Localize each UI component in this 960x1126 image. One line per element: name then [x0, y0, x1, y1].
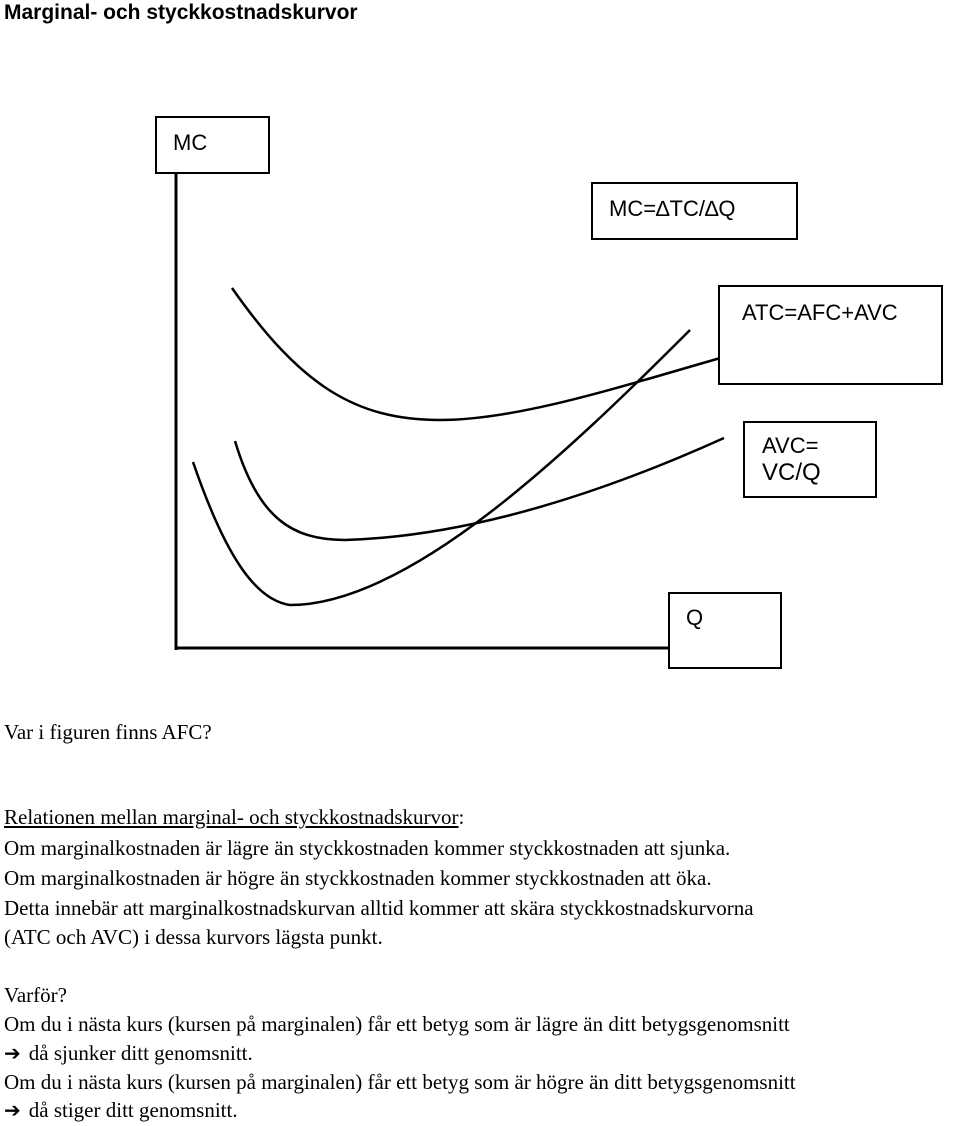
mc-definition-text: MC=∆TC/∆Q	[609, 196, 736, 221]
relation-line: Om marginalkostnaden är lägre än styckkostnaden kommer styckkostnaden att sjunka.	[4, 836, 731, 860]
avc-definition-line2: VC/Q	[762, 459, 821, 486]
atc-definition-label	[718, 285, 943, 385]
why-line	[4, 1038, 253, 1068]
mc-label-text: MC	[173, 130, 208, 155]
why-line	[4, 1095, 238, 1125]
atc-definition-text: ATC=AFC+AVC	[742, 300, 898, 325]
why-heading: Varför?	[4, 983, 67, 1007]
afc-question: Var i figuren finns AFC?	[4, 720, 212, 744]
relation-heading-text: Relationen mellan marginal- och styckkostnadskurvor	[4, 805, 459, 829]
q-axis-label	[668, 592, 782, 669]
avc-definition-line1: AVC=	[762, 433, 819, 458]
why-line-text: då sjunker ditt genomsnitt.	[28, 1041, 253, 1065]
why-line: Om du i nästa kurs (kursen på marginalen) får ett betyg som är lägre än ditt betygsgenomsnitt	[4, 1012, 790, 1036]
mc-definition-label	[591, 182, 798, 240]
q-label-text: Q	[686, 605, 704, 630]
relation-line: Om marginalkostnaden är högre än styckkostnaden kommer styckkostnaden att öka.	[4, 866, 712, 890]
mc-curve	[193, 330, 690, 605]
atc-curve	[232, 288, 724, 420]
right-arrow-icon: ➔	[4, 1098, 21, 1122]
mc-axis-label	[155, 116, 270, 174]
page-title: Marginal- och styckkostnadskurvor	[4, 1, 358, 24]
relation-line: (ATC och AVC) i dessa kurvors lägsta punkt.	[4, 925, 383, 949]
why-line: Om du i nästa kurs (kursen på marginalen) får ett betyg som är högre än ditt betygsgenomsnitt	[4, 1070, 796, 1094]
relation-line: Detta innebär att marginalkostnadskurvan alltid kommer att skära styckkostnadskurvorna	[4, 896, 754, 920]
avc-definition-label	[743, 421, 877, 498]
relation-heading	[4, 802, 464, 832]
relation-heading-colon: :	[458, 805, 465, 829]
why-line-text: då stiger ditt genomsnitt.	[28, 1098, 238, 1122]
avc-curve	[235, 438, 724, 540]
right-arrow-icon: ➔	[4, 1041, 21, 1065]
